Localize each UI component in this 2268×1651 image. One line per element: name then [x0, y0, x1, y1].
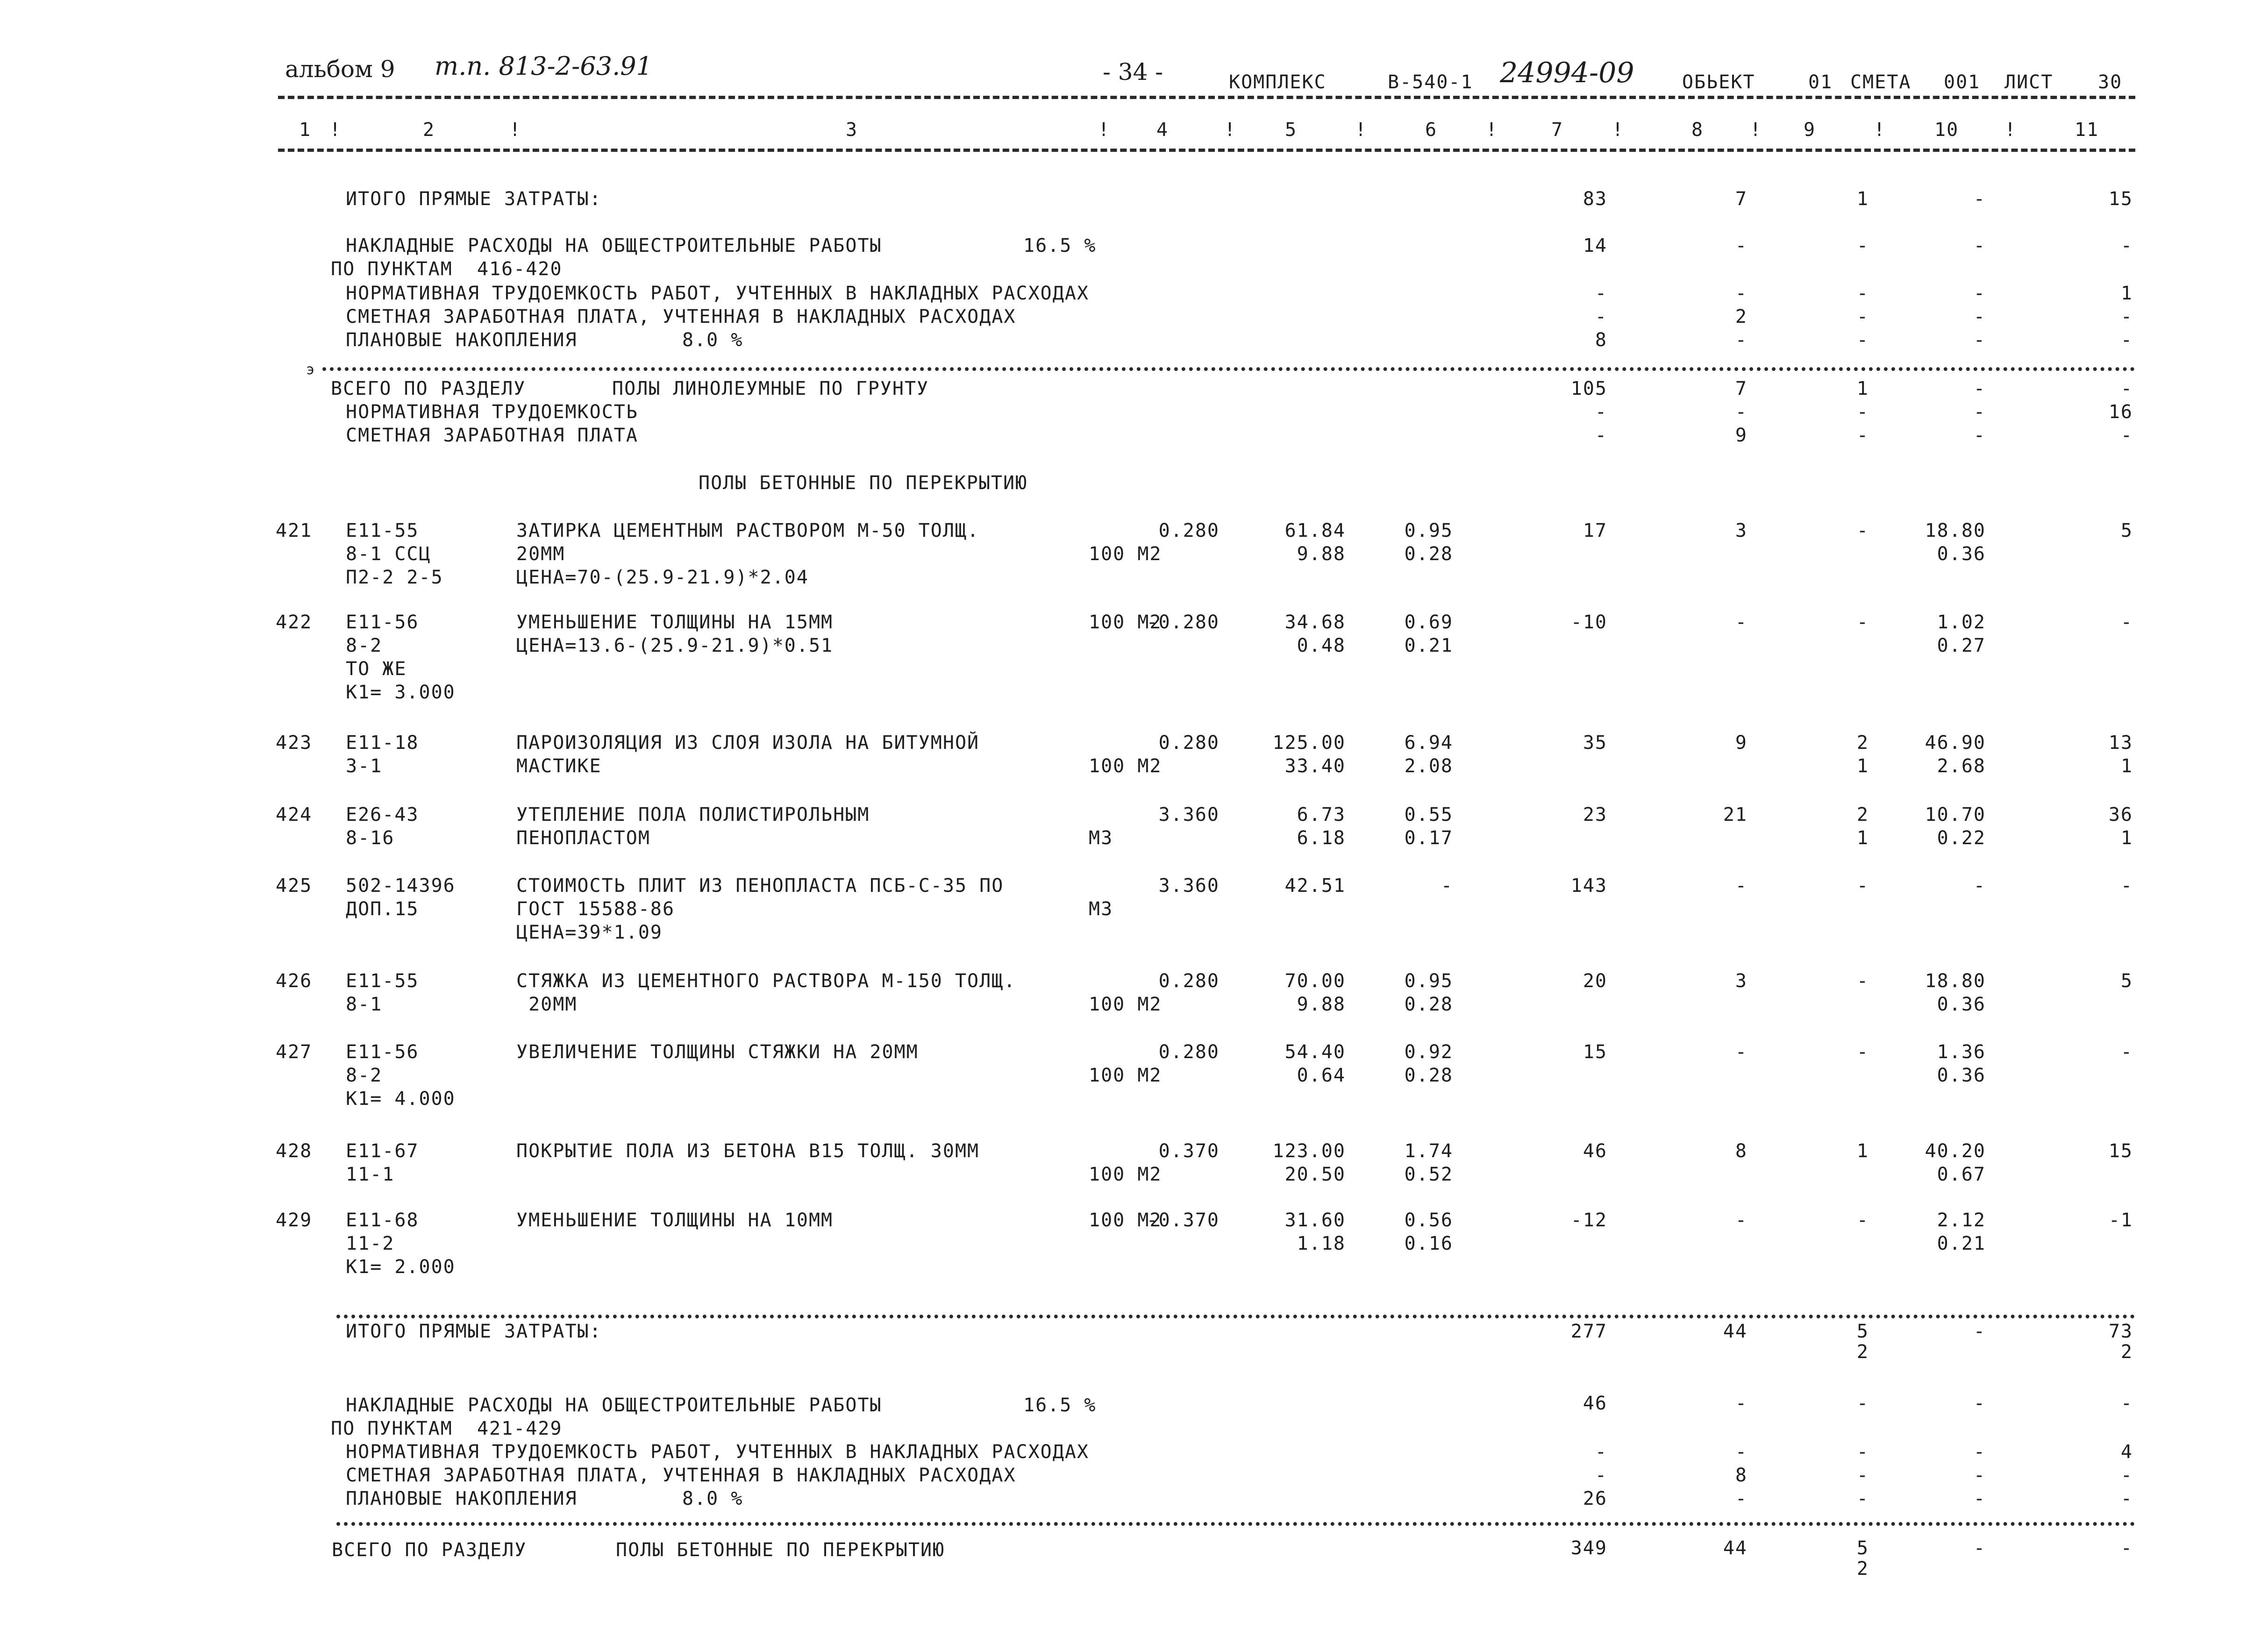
row-wages: 3 — [1735, 970, 1747, 992]
row-wages: - — [1735, 1210, 1747, 1231]
row-quantity: 0.280 — [1158, 970, 1220, 992]
plan-value: 8 — [1595, 329, 1607, 351]
nakl-value: - — [1856, 235, 1869, 256]
trud-value: - — [1856, 1441, 1869, 1463]
row-mech: 0.56 — [1404, 1210, 1453, 1231]
smeta-label: СМЕТА — [1850, 71, 1911, 93]
row-unit: М3 — [1089, 898, 1113, 920]
row-mech: 0.28 — [1404, 1065, 1453, 1086]
row-wages: 21 — [1723, 804, 1747, 826]
column-number: 1 — [299, 119, 312, 141]
itogo-value: 83 — [1583, 188, 1607, 210]
zarp-value: - — [1595, 306, 1607, 327]
row-price: 9.88 — [1297, 994, 1346, 1015]
section1-trud-value: - — [1735, 401, 1747, 423]
row-wages: 3 — [1735, 520, 1747, 541]
row-mech: 0.92 — [1404, 1041, 1453, 1063]
row-col11: 13 — [2108, 732, 2133, 754]
row-code: 8-2 — [346, 1065, 383, 1086]
row-labor: 18.80 — [1925, 970, 1986, 992]
zarp-value: - — [2120, 306, 2133, 327]
trud-value: 4 — [2120, 1441, 2133, 1463]
row-unit: 100 М2 — [1089, 755, 1162, 777]
nakl-value: - — [1735, 1393, 1747, 1414]
row-description: УМЕНЬШЕНИЕ ТОЛЩИНЫ НА 15ММ — [516, 612, 834, 633]
nakl-label-1: НАКЛАДНЫЕ РАСХОДЫ НА ОБЩЕСТРОИТЕЛЬНЫЕ РАБОТЫ — [346, 235, 882, 256]
section1-zarp-value: - — [1595, 425, 1607, 446]
row-wages: 9 — [1735, 732, 1747, 754]
column-separator: ! — [509, 119, 522, 141]
section1-value: - — [1973, 378, 1986, 399]
row-total: 15 — [1583, 1041, 1607, 1063]
itogo-sub-value: 2 — [1856, 1341, 1869, 1363]
row-description: ЗАТИРКА ЦЕМЕНТНЫМ РАСТВОРОМ М-50 ТОЛЩ. — [516, 520, 980, 541]
column-number: 5 — [1285, 119, 1298, 141]
row-number: 426 — [276, 970, 313, 992]
plan-value: - — [1973, 1488, 1986, 1509]
row-code: Е11-56 — [346, 1041, 419, 1063]
plan-value: - — [1856, 1488, 1869, 1509]
row-description: 20ММ — [516, 543, 565, 565]
plan-label-2: ПЛАНОВЫЕ НАКОПЛЕНИЯ — [346, 1488, 578, 1509]
nakl-value: - — [1973, 1393, 1986, 1414]
row-labor: 46.90 — [1925, 732, 1986, 754]
section1-name: ПОЛЫ ЛИНОЛЕУМНЫЕ ПО ГРУНТУ — [612, 378, 929, 399]
row-mech: 0.55 — [1404, 804, 1453, 826]
column-number: 3 — [846, 119, 858, 141]
row-price: 54.40 — [1284, 1041, 1346, 1063]
nakl-pct-2: 16.5 % — [1023, 1395, 1097, 1416]
nakl-value: - — [2120, 1393, 2133, 1414]
row-quantity: 3.360 — [1158, 875, 1220, 897]
row-col11: - — [2120, 612, 2133, 633]
section2-value: - — [2120, 1537, 2133, 1559]
zarp-value: - — [1856, 306, 1869, 327]
row-price: 20.50 — [1284, 1164, 1346, 1185]
row-col11: 15 — [2108, 1140, 2133, 1162]
section1-zarp-value: - — [2120, 425, 2133, 446]
plan-value: - — [2120, 1488, 2133, 1509]
row-col9: - — [1856, 520, 1869, 541]
row-code: 8-2 — [346, 635, 383, 656]
row-col11: 36 — [2108, 804, 2133, 826]
row-description: ЦЕНА=70-(25.9-21.9)*2.04 — [516, 567, 809, 588]
row-description: УВЕЛИЧЕНИЕ ТОЛЩИНЫ СТЯЖКИ НА 20ММ — [516, 1041, 919, 1063]
row-col11: 5 — [2120, 970, 2133, 992]
row-col9: - — [1856, 875, 1869, 897]
row-price: 0.48 — [1297, 635, 1346, 656]
row-col9: 1 — [1856, 827, 1869, 849]
row-description: ПЕНОПЛАСТОМ — [516, 827, 650, 849]
trud-value: - — [1595, 283, 1607, 304]
row-code: 502-14396 — [346, 875, 456, 897]
row-number: 422 — [276, 612, 313, 633]
page-number: - 34 - — [1103, 58, 1163, 85]
plan-value: - — [1735, 329, 1747, 351]
row-labor: 0.67 — [1937, 1164, 1986, 1185]
row-number: 425 — [276, 875, 313, 897]
row-description: УТЕПЛЕНИЕ ПОЛА ПОЛИСТИРОЛЬНЫМ — [516, 804, 870, 826]
row-mech: 0.28 — [1404, 543, 1453, 565]
row-description: УМЕНЬШЕНИЕ ТОЛЩИНЫ НА 10ММ — [516, 1210, 834, 1231]
section1-label: ВСЕГО ПО РАЗДЕЛУ — [331, 378, 526, 399]
zarp-value: - — [1973, 1465, 1986, 1486]
row-code: ТО ЖЕ — [346, 658, 407, 680]
trud-label-2: НОРМАТИВНАЯ ТРУДОЕМКОСТЬ РАБОТ, УЧТЕННЫХ В НАКЛАДНЫХ РАСХОДАХ — [346, 1441, 1090, 1463]
section1-trud-value: - — [1973, 401, 1986, 423]
row-price: 42.51 — [1284, 875, 1346, 897]
itogo-value: 73 — [2108, 1321, 2133, 1342]
plan-value: 26 — [1583, 1488, 1607, 1509]
zarp-value: - — [1856, 1465, 1869, 1486]
row-unit: 100 М2 — [1089, 543, 1162, 565]
column-number: 7 — [1551, 119, 1564, 141]
section1-trud-value: 16 — [2108, 401, 2133, 423]
section1-zarp-value: - — [1973, 425, 1986, 446]
row-code: Е11-18 — [346, 732, 419, 754]
row-code: Е11-55 — [346, 520, 419, 541]
smeta-value: 001 — [1944, 71, 1981, 93]
row-code: Е11-56 — [346, 612, 419, 633]
row-price: 31.60 — [1284, 1210, 1346, 1231]
row-code: 11-2 — [346, 1233, 395, 1254]
itogo-value: - — [1973, 1321, 1986, 1342]
row-labor: 10.70 — [1925, 804, 1986, 826]
nakl-value: 46 — [1583, 1393, 1607, 1414]
row-price: 9.88 — [1297, 543, 1346, 565]
row-description: МАСТИКЕ — [516, 755, 602, 777]
column-number: 9 — [1804, 119, 1816, 141]
row-labor: 0.22 — [1937, 827, 1986, 849]
row-code: 3-1 — [346, 755, 383, 777]
column-separator: ! — [1098, 119, 1111, 141]
row-price: 70.00 — [1284, 970, 1346, 992]
row-unit: М3 — [1089, 827, 1113, 849]
row-labor: 1.02 — [1937, 612, 1986, 633]
row-labor: 0.36 — [1937, 543, 1986, 565]
section1-zarp-value: 9 — [1735, 425, 1747, 446]
row-description: 20ММ — [516, 994, 578, 1015]
row-col9: - — [1856, 1210, 1869, 1231]
trud-value: - — [1735, 1441, 1747, 1463]
row-wages: - — [1735, 875, 1747, 897]
row-unit: 100 М2 — [1089, 1065, 1162, 1086]
row-mech: 0.69 — [1404, 612, 1453, 633]
margin-mark: э — [306, 362, 316, 378]
row-number: 427 — [276, 1041, 313, 1063]
section1-trud-value: - — [1595, 401, 1607, 423]
row-labor: 0.27 — [1937, 635, 1986, 656]
column-separator: ! — [1486, 119, 1498, 141]
row-col11: 1 — [2120, 827, 2133, 849]
section2-value: 349 — [1570, 1537, 1607, 1559]
zarp-value: - — [1595, 1465, 1607, 1486]
itogo-sub-value: 2 — [2120, 1341, 2133, 1363]
row-description: СТОИМОСТЬ ПЛИТ ИЗ ПЕНОПЛАСТА ПСБ-С-35 ПО — [516, 875, 1004, 897]
plan-value: - — [1856, 329, 1869, 351]
row-labor: 0.21 — [1937, 1233, 1986, 1254]
row-col9: 2 — [1856, 732, 1869, 754]
column-separator: ! — [1224, 119, 1237, 141]
row-code: 8-1 — [346, 994, 383, 1015]
row-labor: 18.80 — [1925, 520, 1986, 541]
row-price: 34.68 — [1284, 612, 1346, 633]
column-number: 11 — [2075, 119, 2099, 141]
column-separator: ! — [1355, 119, 1368, 141]
itogo-value: - — [1973, 188, 1986, 210]
row-labor: - — [1973, 875, 1986, 897]
row-wages: - — [1735, 612, 1747, 633]
row-quantity: 0.280 — [1158, 732, 1220, 754]
row-quantity: -0.280 — [1146, 612, 1220, 633]
row-col11: - — [2120, 875, 2133, 897]
plan-value: - — [1735, 1488, 1747, 1509]
nakl-value: 14 — [1583, 235, 1607, 256]
row-quantity: 0.280 — [1158, 1041, 1220, 1063]
row-total: -10 — [1570, 612, 1607, 633]
row-quantity: -0.370 — [1146, 1210, 1220, 1231]
row-code: К1= 2.000 — [346, 1256, 456, 1278]
dotted-rule-3 — [336, 1522, 2135, 1526]
row-col11: 5 — [2120, 520, 2133, 541]
itogo-value: 1 — [1856, 188, 1869, 210]
plan-value: - — [1973, 329, 1986, 351]
kompleks-handwritten: 24994-09 — [1500, 57, 1634, 89]
row-col9: - — [1856, 612, 1869, 633]
kompleks-label: КОМПЛЕКС — [1229, 71, 1327, 93]
row-price: 123.00 — [1272, 1140, 1346, 1162]
column-number: 2 — [423, 119, 435, 141]
section2-sub-value: 2 — [1856, 1558, 1869, 1580]
punkty-1: ПО ПУНКТАМ 416-420 — [331, 258, 563, 280]
row-mech: 0.21 — [1404, 635, 1453, 656]
header-rule-top — [278, 96, 2135, 99]
row-code: Е11-67 — [346, 1140, 419, 1162]
row-code: Е11-68 — [346, 1210, 419, 1231]
plan-pct-2: 8.0 % — [682, 1488, 743, 1509]
punkty-2: ПО ПУНКТАМ 421-429 — [331, 1418, 563, 1439]
section2-value: - — [1973, 1537, 1986, 1559]
section1-trud-value: - — [1856, 401, 1869, 423]
itogo-value: 5 — [1856, 1321, 1869, 1342]
kompleks-code: В-540-1 — [1388, 71, 1473, 93]
row-number: 421 — [276, 520, 313, 541]
row-total: -12 — [1570, 1210, 1607, 1231]
column-number: 8 — [1691, 119, 1704, 141]
row-mech: 0.95 — [1404, 520, 1453, 541]
nakl-value: - — [1973, 235, 1986, 256]
itogo-label-1: ИТОГО ПРЯМЫЕ ЗАТРАТЫ: — [346, 188, 602, 210]
trud-label-1: НОРМАТИВНАЯ ТРУДОЕМКОСТЬ РАБОТ, УЧТЕННЫХ В НАКЛАДНЫХ РАСХОДАХ — [346, 283, 1090, 304]
trud-value: - — [1595, 1441, 1607, 1463]
section1-value: 1 — [1856, 378, 1869, 399]
row-total: 20 — [1583, 970, 1607, 992]
nakl-value: - — [1856, 1393, 1869, 1414]
list-label: ЛИСТ — [2004, 71, 2054, 93]
zarp-label-1: СМЕТНАЯ ЗАРАБОТНАЯ ПЛАТА, УЧТЕННАЯ В НАКЛАДНЫХ РАСХОДАХ — [346, 306, 1016, 327]
header-rule-bottom — [278, 149, 2135, 152]
section2-value: 5 — [1856, 1537, 1869, 1559]
row-number: 423 — [276, 732, 313, 754]
row-mech: 6.94 — [1404, 732, 1453, 754]
trud-value: 1 — [2120, 283, 2133, 304]
column-number: 6 — [1425, 119, 1438, 141]
row-unit: 100 М2 — [1089, 612, 1162, 633]
itogo-label-2: ИТОГО ПРЯМЫЕ ЗАТРАТЫ: — [346, 1321, 602, 1342]
dotted-rule-1 — [322, 367, 2135, 371]
column-separator: ! — [1750, 119, 1762, 141]
row-quantity: 0.280 — [1158, 520, 1220, 541]
dotted-rule-2 — [336, 1315, 2135, 1318]
row-col11: -1 — [2108, 1210, 2133, 1231]
row-total: 46 — [1583, 1140, 1607, 1162]
row-col9: 1 — [1856, 1140, 1869, 1162]
plan-pct-1: 8.0 % — [682, 329, 743, 351]
section-title: ПОЛЫ БЕТОННЫЕ ПО ПЕРЕКРЫТИЮ — [699, 472, 1028, 494]
row-labor: 0.36 — [1937, 1065, 1986, 1086]
column-separator: ! — [1874, 119, 1886, 141]
row-unit: 100 М2 — [1089, 1210, 1162, 1231]
row-col9: 2 — [1856, 804, 1869, 826]
row-description: ЦЕНА=39*1.09 — [516, 922, 663, 943]
row-description: ПАРОИЗОЛЯЦИЯ ИЗ СЛОЯ ИЗОЛА НА БИТУМНОЙ — [516, 732, 980, 754]
row-labor: 2.12 — [1937, 1210, 1986, 1231]
zarp-value: - — [2120, 1465, 2133, 1486]
row-code: П2-2 2-5 — [346, 567, 443, 588]
row-description: ЦЕНА=13.6-(25.9-21.9)*0.51 — [516, 635, 834, 656]
row-mech: 0.28 — [1404, 994, 1453, 1015]
section1-value: 105 — [1570, 378, 1607, 399]
nakl-pct-1: 16.5 % — [1023, 235, 1097, 256]
trud-value: - — [1856, 283, 1869, 304]
list-value: 30 — [2098, 71, 2123, 93]
section1-value: 7 — [1735, 378, 1747, 399]
row-price: 125.00 — [1272, 732, 1346, 754]
row-description: ПОКРЫТИЕ ПОЛА ИЗ БЕТОНА В15 ТОЛЩ. 30ММ — [516, 1140, 980, 1162]
row-description: ГОСТ 15588-86 — [516, 898, 675, 920]
row-mech: 2.08 — [1404, 755, 1453, 777]
row-code: 8-1 ССЦ — [346, 543, 431, 565]
row-mech: 1.74 — [1404, 1140, 1453, 1162]
row-mech: 0.17 — [1404, 827, 1453, 849]
row-labor: 0.36 — [1937, 994, 1986, 1015]
column-separator: ! — [2004, 119, 2017, 141]
itogo-value: 7 — [1735, 188, 1747, 210]
row-mech: 0.52 — [1404, 1164, 1453, 1185]
section2-value: 44 — [1723, 1537, 1747, 1559]
obekt-label: ОБЬЕКТ — [1682, 71, 1755, 93]
row-col11: - — [2120, 1041, 2133, 1063]
plan-value: - — [2120, 329, 2133, 351]
obekt-value: 01 — [1808, 71, 1833, 93]
row-total: 23 — [1583, 804, 1607, 826]
row-quantity: 3.360 — [1158, 804, 1220, 826]
nakl-label-2: НАКЛАДНЫЕ РАСХОДЫ НА ОБЩЕСТРОИТЕЛЬНЫЕ РАБОТЫ — [346, 1395, 882, 1416]
row-labor: 40.20 — [1925, 1140, 1986, 1162]
row-price: 33.40 — [1284, 755, 1346, 777]
section1-zarp-value: - — [1856, 425, 1869, 446]
row-quantity: 0.370 — [1158, 1140, 1220, 1162]
row-code: Е11-55 — [346, 970, 419, 992]
row-code: 8-16 — [346, 827, 395, 849]
row-col9: - — [1856, 970, 1869, 992]
zarp-value: - — [1973, 306, 1986, 327]
nakl-value: - — [2120, 235, 2133, 256]
row-price: 6.73 — [1297, 804, 1346, 826]
nakl-value: - — [1735, 235, 1747, 256]
tp-handwritten: т.п. 813-2-63.91 — [435, 51, 652, 81]
itogo-value: 44 — [1723, 1321, 1747, 1342]
row-code: ДОП.15 — [346, 898, 419, 920]
row-wages: - — [1735, 1041, 1747, 1063]
plan-label-1: ПЛАНОВЫЕ НАКОПЛЕНИЯ — [346, 329, 578, 351]
column-number: 10 — [1934, 119, 1959, 141]
row-col9: 1 — [1856, 755, 1869, 777]
row-total: 17 — [1583, 520, 1607, 541]
row-col11: 1 — [2120, 755, 2133, 777]
row-total: 143 — [1570, 875, 1607, 897]
row-number: 429 — [276, 1210, 313, 1231]
section1-zarp-label: СМЕТНАЯ ЗАРАБОТНАЯ ПЛАТА — [346, 425, 638, 446]
trud-value: - — [1973, 283, 1986, 304]
row-mech: 0.95 — [1404, 970, 1453, 992]
row-col9: - — [1856, 1041, 1869, 1063]
trud-value: - — [1735, 283, 1747, 304]
row-unit: 100 М2 — [1089, 1164, 1162, 1185]
zarp-value: 2 — [1735, 306, 1747, 327]
row-wages: 8 — [1735, 1140, 1747, 1162]
section2-name: ПОЛЫ БЕТОННЫЕ ПО ПЕРЕКРЫТИЮ — [616, 1539, 945, 1561]
trud-value: - — [1973, 1441, 1986, 1463]
zarp-value: 8 — [1735, 1465, 1747, 1486]
section2-label: ВСЕГО ПО РАЗДЕЛУ — [332, 1539, 527, 1561]
column-separator: ! — [329, 119, 342, 141]
itogo-value: 15 — [2108, 188, 2133, 210]
column-separator: ! — [1612, 119, 1625, 141]
itogo-value: 277 — [1570, 1321, 1607, 1342]
row-labor: 1.36 — [1937, 1041, 1986, 1063]
section1-value: - — [2120, 378, 2133, 399]
row-price: 61.84 — [1284, 520, 1346, 541]
row-labor: 2.68 — [1937, 755, 1986, 777]
section1-trud-label: НОРМАТИВНАЯ ТРУДОЕМКОСТЬ — [346, 401, 638, 423]
zarp-label-2: СМЕТНАЯ ЗАРАБОТНАЯ ПЛАТА, УЧТЕННАЯ В НАКЛАДНЫХ РАСХОДАХ — [346, 1465, 1016, 1486]
column-number: 4 — [1156, 119, 1169, 141]
row-code: Е26-43 — [346, 804, 419, 826]
row-number: 424 — [276, 804, 313, 826]
row-total: 35 — [1583, 732, 1607, 754]
row-mech: - — [1441, 875, 1453, 897]
row-code: К1= 3.000 — [346, 682, 456, 703]
row-code: К1= 4.000 — [346, 1088, 456, 1110]
row-code: 11-1 — [346, 1164, 395, 1185]
row-unit: 100 М2 — [1089, 994, 1162, 1015]
row-price: 1.18 — [1297, 1233, 1346, 1254]
row-mech: 0.16 — [1404, 1233, 1453, 1254]
row-description: СТЯЖКА ИЗ ЦЕМЕНТНОГО РАСТВОРА М-150 ТОЛЩ. — [516, 970, 1016, 992]
row-price: 0.64 — [1297, 1065, 1346, 1086]
row-number: 428 — [276, 1140, 313, 1162]
album-label: альбом 9 — [285, 56, 395, 83]
row-price: 6.18 — [1297, 827, 1346, 849]
